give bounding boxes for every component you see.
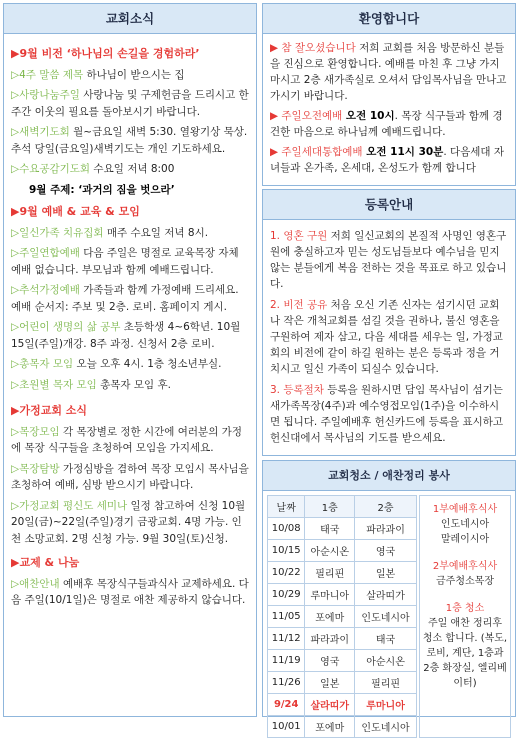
table-row [268, 628, 417, 650]
church-news-panel [3, 3, 257, 717]
fellowship-label: 교제 & 나눔 [19, 556, 80, 569]
register-panel [262, 189, 516, 456]
list-item [11, 67, 249, 84]
item-text: 예배후 목장식구들과식사 교제하세요. 다음 주일(10/1일)은 명절로 애찬 제공하지 않습니다. [11, 577, 249, 606]
list-item [11, 225, 249, 242]
open-triangle-icon: ▷ [11, 358, 20, 370]
col-date: 날짜 [268, 496, 305, 518]
item-label: 4주 말씀 제목 [19, 68, 84, 81]
open-triangle-icon: ▷ [11, 247, 20, 259]
item-text: 일정 참고하여 신청 10월 20일(금)~22일(주일)경기 금광교회. 4명 가능. 인천 소망교회. 2명 신청 가능. 9월 30일(토)신청. [11, 499, 246, 545]
open-triangle-icon: ▷ [11, 68, 20, 81]
table-cell: 필리핀 [305, 562, 355, 584]
table-cell: 파라과이 [305, 628, 355, 650]
cleaning-title: 교회청소 / 애찬정리 봉사 [263, 461, 515, 491]
table-row [268, 584, 417, 606]
meal1-a: 인도네시아 [440, 519, 490, 530]
item-label: 사랑나눔주일 [19, 89, 80, 101]
table-cell: 태국 [305, 518, 355, 540]
welcome-p2-text: . 목장 식구들과 함께 경건한 마음으로 하나님께 예배드립니다. [270, 110, 503, 138]
table-row [268, 518, 417, 540]
item-label: 새벽기도회 [19, 126, 70, 138]
list-item [11, 356, 249, 373]
list-item [11, 498, 249, 548]
meal1-b: 말레이시아 [440, 534, 490, 545]
register-item [270, 382, 508, 446]
welcome-p3-text: . 다음세대 자녀들과 온가족, 온세대, 온성도가 함께 합니다 [270, 146, 505, 174]
news-list-3 [11, 424, 249, 548]
welcome-p1-text: 저희 교회를 처음 방문하신 분들을 진심으로 환영합니다. 예배를 마친 후 그냥 가지 마시고 2층 새가족실로 오셔서 담임목사님을 만나고 가시기 바랍니다. [270, 42, 507, 102]
table-row [268, 650, 417, 672]
house-church-label: 가정교회 소식 [19, 404, 88, 417]
welcome-p3-label: ▶ 주일세대통합예배 [270, 146, 363, 158]
table-row [268, 562, 417, 584]
table-row [268, 716, 417, 738]
item-label: 애찬안내 [19, 577, 60, 590]
welcome-p2-time: 오전 10시 [342, 110, 395, 122]
item-label: 총목자 모임 [19, 358, 74, 370]
cleaning-1f-text: 주일 애찬 정리후 청소 합니다. (복도, 로비, 계단, 1층과 2층 화장실, 엘리베이터) [422, 618, 508, 689]
item-text: 총목자 모임 후. [96, 378, 171, 391]
item-label: 어린이 생명의 삶 공부 [19, 321, 121, 333]
item-label: 일신가족 치유집회 [19, 226, 104, 239]
right-column [262, 3, 516, 734]
welcome-p1-label: ▶ 참 잘오셨습니다 [270, 42, 356, 54]
item-label: 수요공감기도회 [19, 163, 91, 175]
cleaning-1f-title: 1층 청소 [445, 603, 485, 614]
list-item [11, 124, 249, 157]
church-news-body [4, 34, 256, 609]
open-triangle-icon: ▷ [11, 577, 20, 590]
list-item [11, 461, 249, 494]
news-list-2 [11, 225, 249, 394]
triangle-icon: ▶ [11, 205, 20, 218]
table-cell: 10/08 [268, 518, 305, 540]
vision-heading [11, 46, 249, 63]
open-triangle-icon: ▷ [11, 126, 20, 138]
list-item [11, 161, 249, 178]
list-item [11, 319, 249, 352]
open-triangle-icon: ▷ [11, 226, 20, 239]
meal-side-box [419, 495, 511, 738]
table-row [268, 540, 417, 562]
house-church-heading [11, 403, 249, 420]
item-text: 각 목장별로 정한 시간에 여러분의 가정에 목장 식구들을 초청하여 모임을 가지세요. [11, 425, 242, 454]
open-triangle-icon: ▷ [11, 378, 20, 391]
cleaning-panel [262, 460, 516, 734]
item-label: 목장모임 [19, 425, 60, 438]
news-list-1 [11, 67, 249, 178]
item-label: 가정교회 평신도 세미나 [19, 499, 128, 512]
col-floor1: 1층 [305, 496, 355, 518]
table-cell: 살라띠가 [305, 694, 355, 716]
list-item [11, 424, 249, 457]
table-cell: 루마니아 [355, 694, 417, 716]
item-label: 목장탐방 [19, 462, 60, 475]
vision-label: 9월 비전 ‘하나님의 손길을 경험하라’ [19, 47, 200, 60]
register-item-text: 저희 일신교회의 본질적 사명인 영혼구원에 충실하고자 믿는 성도님들보다 예수님을 믿지 않는 분들에게 복음 전하는 것을 목표로 하고 있습니다. [270, 230, 507, 290]
table-cell: 10/29 [268, 584, 305, 606]
table-cell: 11/26 [268, 672, 305, 694]
register-item-text: 처음 오신 기존 신자는 섬기시던 교회나 작은 개척교회를 섬길 것을 권하나, 불신 영혼을 구원하여 제자 삼고, 다음 세대를 세우는 일, 가정교회의 비전에 같이 하길 원하는 분은 등록과 정을 거치시고 일신 가족이 되실수 있습니다. [270, 299, 503, 375]
col-floor2: 2층 [355, 496, 417, 518]
table-cell: 영국 [355, 540, 417, 562]
cleaning-rows [268, 518, 417, 738]
open-triangle-icon: ▷ [11, 163, 20, 175]
open-triangle-icon: ▷ [11, 321, 20, 333]
table-row [268, 672, 417, 694]
item-label: 주일연합예배 [19, 247, 80, 259]
open-triangle-icon: ▷ [11, 499, 20, 512]
cleaning-table [267, 495, 417, 738]
open-triangle-icon: ▷ [11, 425, 20, 438]
table-cell: 영국 [305, 650, 355, 672]
item-text: 초등학생 4~6학년. 10월 15일(주일)개강. 8주 과정. 신청서 2층 로비. [11, 321, 241, 350]
item-label: 초원별 목자 모임 [19, 378, 97, 391]
cleaning-header-row [268, 496, 417, 518]
item-text: 다음 주일은 명절로 교육목장 자체 예배 없습니다. 부모님과 함께 예배드립니다. [11, 247, 239, 276]
register-title: 등록안내 [263, 190, 515, 220]
table-cell: 루마니아 [305, 584, 355, 606]
triangle-icon: ▶ [11, 404, 20, 417]
item-text: 수요일 저녁 8:00 [90, 163, 175, 175]
list-item [11, 87, 249, 120]
register-item-label: 3. 등록절차 [270, 384, 324, 396]
item-text: 매주 수요일 저녁 8시. [103, 226, 209, 239]
news-list-4 [11, 576, 249, 609]
meal2-a: 금주청소목장 [436, 576, 494, 587]
register-body [263, 220, 515, 446]
table-row [268, 606, 417, 628]
table-cell: 태국 [355, 628, 417, 650]
welcome-p2 [270, 108, 508, 140]
register-item [270, 228, 508, 292]
list-item [11, 282, 249, 315]
welcome-p3-time: 오전 11시 30분 [362, 146, 444, 158]
triangle-icon: ▶ [11, 556, 20, 569]
welcome-title: 환영합니다 [263, 4, 515, 34]
item-text: 하나님이 받으시는 집 [83, 68, 185, 81]
table-cell: 11/05 [268, 606, 305, 628]
worship-label: 9월 예배 & 교육 & 모임 [19, 205, 140, 218]
item-text: 오늘 오후 4시. 1층 청소년부실. [73, 358, 222, 370]
item-text: 가족들과 함께 가정예배 드리세요. 예배 순서지: 주보 및 2층. 로비. 홈페이지 게시. [11, 284, 239, 313]
welcome-panel [262, 3, 516, 186]
register-item-label: 2. 비전 공유 [270, 299, 328, 311]
welcome-body [263, 34, 515, 176]
table-cell: 10/01 [268, 716, 305, 738]
list-item [11, 576, 249, 609]
register-item [270, 297, 508, 377]
table-cell: 인도네시아 [355, 716, 417, 738]
table-cell: 포에마 [305, 716, 355, 738]
cleaning-content [263, 491, 515, 738]
register-item-text: 등록을 원하시면 담임 목사님이 섬기는 새가족목장(4주)과 예수영접모임(1주)을 이수하시면 됩니다. 주일예배후 헌신카드에 등록을 표시하고 헌신대에서 목사님의 기도를 받으세요. [270, 384, 504, 444]
church-news-title: 교회소식 [4, 4, 256, 34]
item-text: 월~금요일 새벽 5:30. 열왕기상 묵상. 추석 당일(금요일)새벽기도는 개인 기도하세요. [11, 126, 248, 155]
table-row [268, 694, 417, 716]
wed-theme: 9월 주제: ‘과거의 짐을 벗으라’ [29, 183, 175, 196]
table-cell: 일본 [355, 562, 417, 584]
item-text: 사랑나눔 및 구제헌금을 드리시고 한 주간 이웃의 필요를 돌아보시기 바랍니다. [11, 89, 249, 118]
table-cell: 파라과이 [355, 518, 417, 540]
open-triangle-icon: ▷ [11, 89, 20, 101]
table-cell: 살라띠가 [355, 584, 417, 606]
table-cell: 11/19 [268, 650, 305, 672]
welcome-p3 [270, 144, 508, 176]
fellowship-heading [11, 555, 249, 572]
list-item [11, 245, 249, 278]
table-cell: 아순시온 [355, 650, 417, 672]
table-cell: 10/22 [268, 562, 305, 584]
welcome-p1 [270, 40, 508, 104]
list-item [11, 377, 249, 394]
meal2-title: 2부예배후식사 [432, 561, 498, 572]
welcome-p2-label: ▶ 주일오전예배 [270, 110, 343, 122]
table-cell: 일본 [305, 672, 355, 694]
register-item-label: 1. 영혼 구원 [270, 230, 328, 242]
item-text: 가정심방을 겸하여 목장 모임시 목사님을 초청하여 예배, 심방 받으시기 바랍니다. [11, 462, 249, 491]
table-cell: 필리핀 [355, 672, 417, 694]
meal1-title: 1부예배후식사 [432, 504, 498, 515]
table-cell: 인도네시아 [355, 606, 417, 628]
open-triangle-icon: ▷ [11, 284, 20, 296]
table-cell: 포에마 [305, 606, 355, 628]
triangle-icon: ▶ [11, 47, 20, 60]
open-triangle-icon: ▷ [11, 462, 20, 475]
table-cell: 10/15 [268, 540, 305, 562]
table-cell: 11/12 [268, 628, 305, 650]
table-cell: 아순시온 [305, 540, 355, 562]
table-cell: 9/24 [268, 694, 305, 716]
worship-heading [11, 204, 249, 221]
item-label: 추석가정예배 [19, 284, 80, 296]
